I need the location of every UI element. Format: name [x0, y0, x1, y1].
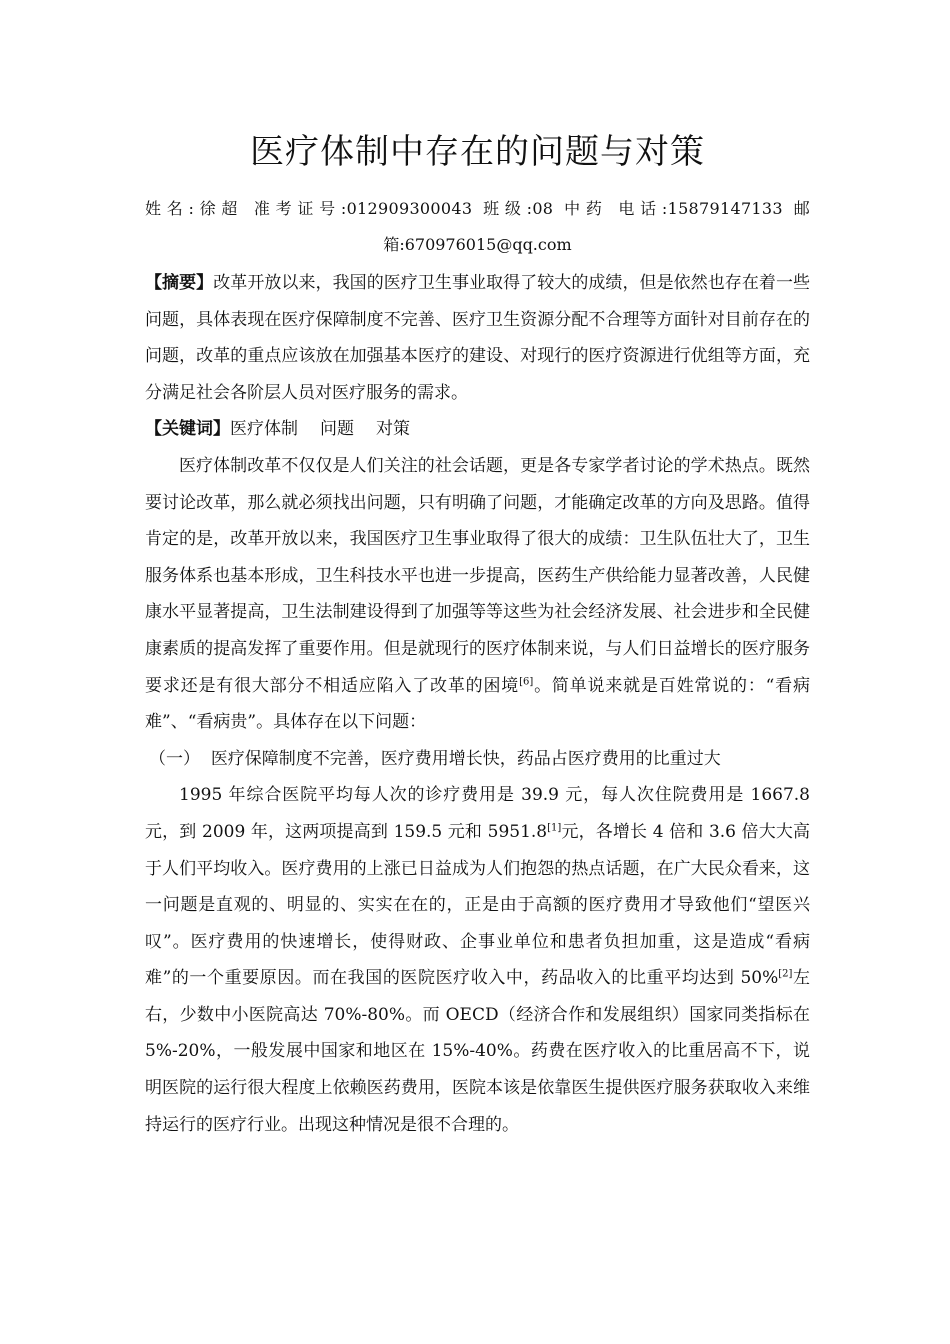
body-text-part2: 元，各增长 4 倍和 3.6 倍大大高于人们平均收入。医疗费用的上涨已日益成为人们抱怨的热点话题，在广大民众看来，这一问题是直观的、明显的、实实在在的，正是由于高额的医疗费用才导致他们“望医兴叹”。医疗费用的快速增长，使得财政、企事业单位和患者负担加重，这是造成“看病难”的一个重要原因。而在我国的医院医疗收入中，药品收入的比重平均达到 50%: [145, 821, 811, 989]
keyword-item: 医疗体制: [230, 419, 298, 440]
author-email-line: 箱:670976015@qq.com: [383, 235, 572, 254]
author-info-line: 姓名:徐超 准考证号:012909300043 班级:08 中药 电话:15879147133 邮: [145, 199, 810, 218]
intro-paragraph: [145, 448, 810, 741]
paper-title: 医疗体制中存在的问题与对策: [250, 132, 705, 172]
body-text-part1: 1995 年综合医院平均每人次的诊疗费用是 39.9 元，每人次住院费用是 1667.8 元，到 2009 年，这两项提高到 159.5 元和 5951.8: [145, 785, 810, 842]
citation-ref: [1]: [547, 822, 562, 834]
section-heading-text: 医疗保障制度不完善，医疗费用增长快，药品占医疗费用的比重过大: [210, 748, 721, 769]
abstract-label: 【摘要】: [145, 273, 214, 293]
body-text-part3: 左右，少数中小医院高达 70%-80%。而 OECD（经济合作和发展组织）国家同类指标在 5%-20%，一般发展中国家和地区在 15%-40%。药费在医疗收入的比重居高不下，说明医院的运行很大程度上依赖医药费用，医院本该是依靠医生提供医疗服务获取收入来维持运行的医疗行业。出现这种情况是很不合理的。: [145, 968, 810, 1135]
keyword-item: 问题: [320, 419, 354, 440]
keyword-item: 对策: [376, 419, 410, 440]
section-heading: [145, 741, 810, 778]
abstract: [145, 265, 810, 411]
intro-text-part2: 。简单说来就是百姓常说的：“看病难”、“看病贵”。具体存在以下问题：: [145, 675, 810, 733]
abstract-text: 改革开放以来，我国的医疗卫生事业取得了较大的成绩，但是依然也存在着一些问题，具体表现在医疗保障制度不完善、医疗卫生资源分配不合理等方面针对目前存在的问题，改革的重点应该放在加强基本医疗的建设、对现行的医疗资源进行优组等方面，充分满足社会各阶层人员对医疗服务的需求。: [145, 273, 811, 403]
keywords-label: 【关键词】: [145, 419, 230, 440]
document-content: [145, 124, 810, 1143]
keywords: [145, 411, 810, 448]
citation-ref: [6]: [519, 675, 534, 687]
intro-text-part1: 医疗体制改革不仅仅是人们关注的社会话题，更是各专家学者讨论的学术热点。既然要讨论改革，那么就必须找出问题，只有明确了问题，才能确定改革的方向及思路。值得肯定的是，改革开放以来，我国医疗卫生事业取得了很大的成绩：卫生队伍壮大了，卫生服务体系也基本形成，卫生科技水平也进一步提高，医药生产供给能力显著改善，人民健康水平显著提高，卫生法制建设得到了加强等等这些为社会经济发展、社会进步和全民健康素质的提高发挥了重要作用。但是就现行的医疗体制来说，与人们日益增长的医疗服务要求还是有很大部分不相适应陷入了改革的困境: [145, 455, 810, 696]
body-paragraph: [145, 777, 810, 1143]
section-number: （一）: [149, 748, 200, 769]
citation-ref: [2]: [778, 968, 793, 980]
